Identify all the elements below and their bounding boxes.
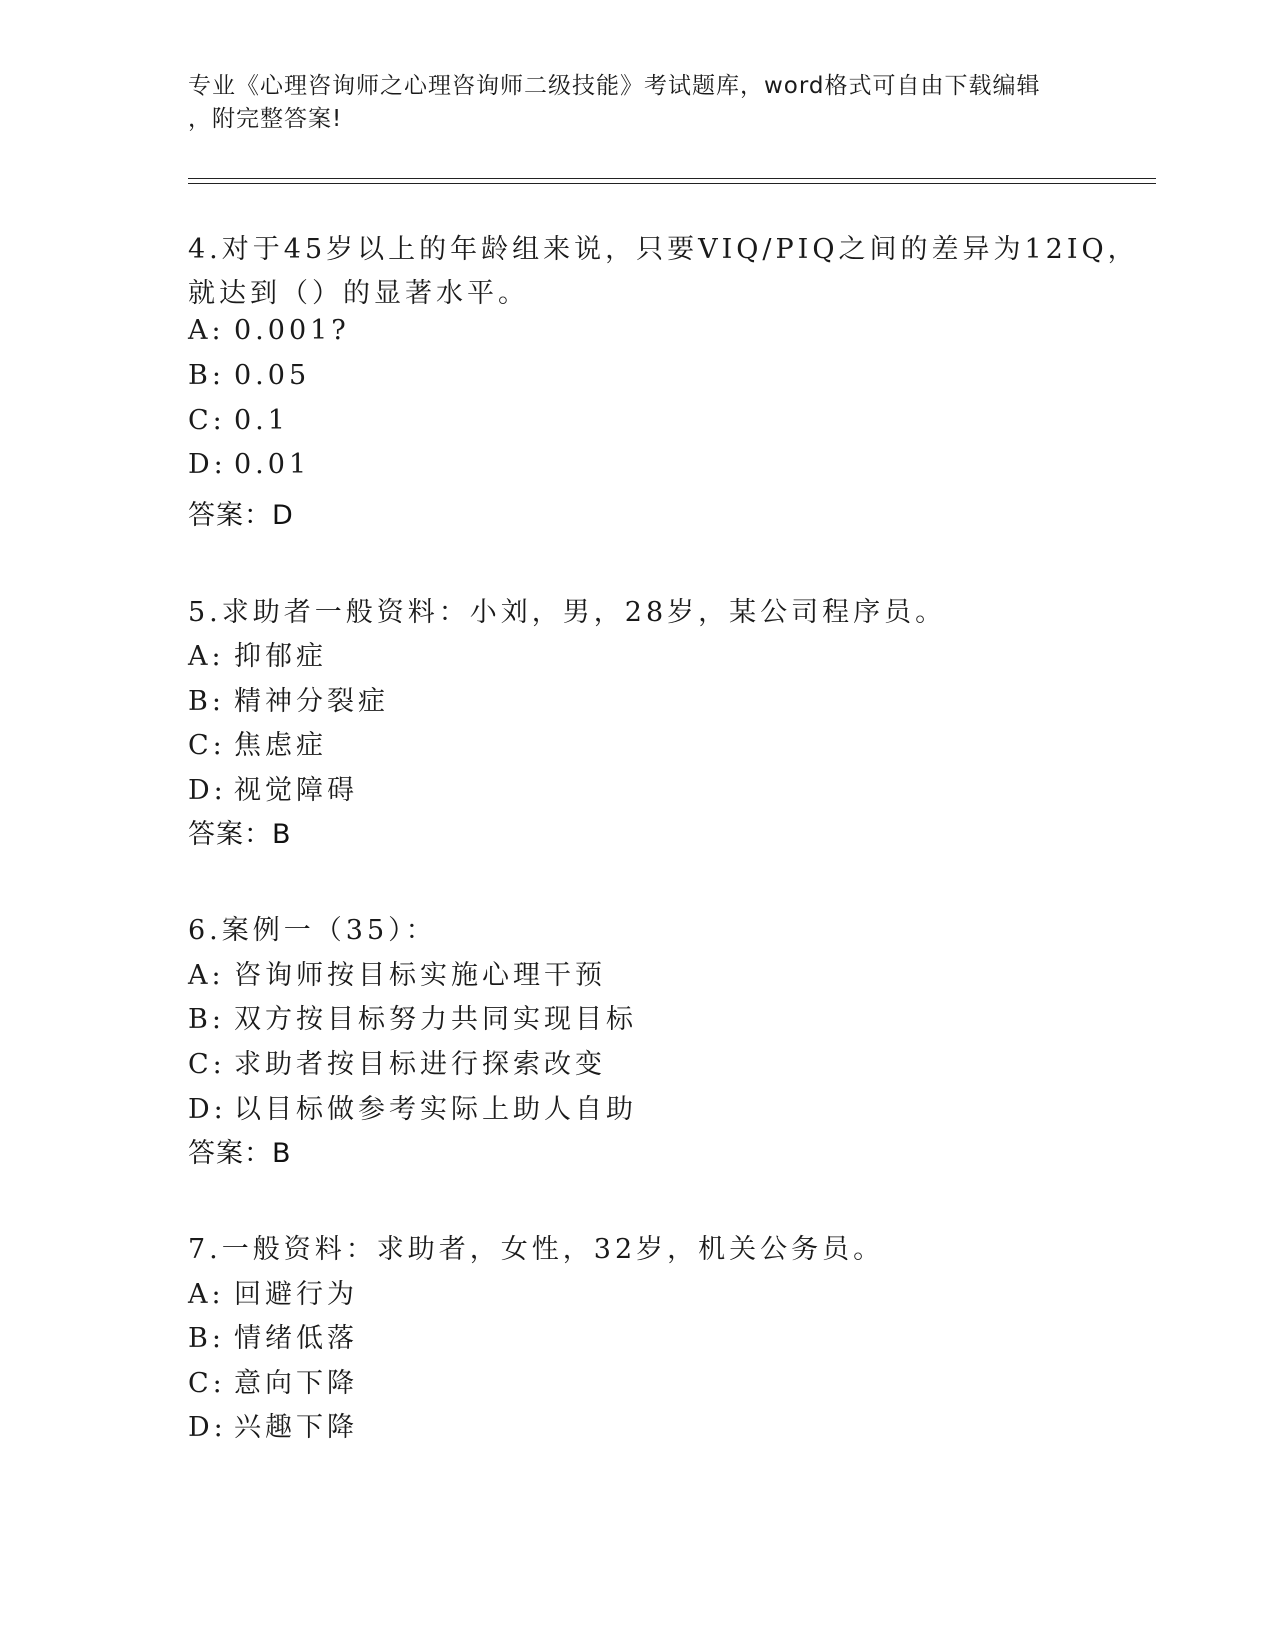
option-d [188, 1405, 358, 1444]
option-c [188, 723, 327, 762]
option-label: D: [188, 775, 227, 806]
option-text: 焦虑症 [234, 730, 327, 761]
option-c [188, 405, 289, 436]
document-header [188, 70, 1088, 136]
option-text: 精神分裂症 [234, 686, 389, 717]
option-label: B: [188, 686, 225, 717]
option-text: 0.01 [234, 449, 311, 480]
option-d [188, 1087, 637, 1126]
option-b [188, 679, 389, 718]
option-text: 求助者按目标进行探索改变 [234, 1049, 606, 1080]
option-label: B: [188, 360, 225, 391]
option-label: A: [188, 960, 225, 991]
answer-line: 答案：B [188, 1138, 292, 1169]
option-b [188, 360, 310, 391]
option-text: 兴趣下降 [234, 1412, 358, 1443]
option-b [188, 1316, 358, 1355]
header-divider-bottom [188, 183, 1156, 184]
answer-line: 答案：D [188, 500, 294, 531]
option-a [188, 1272, 358, 1311]
answer-line: 答案：B [188, 819, 292, 850]
option-text: 回避行为 [234, 1279, 358, 1310]
option-label: C: [188, 730, 226, 761]
option-c [188, 1361, 358, 1400]
option-label: B: [188, 1004, 225, 1035]
header-divider-top [188, 178, 1156, 179]
header-line-1: 专业《心理咨询师之心理咨询师二级技能》考试题库，word格式可自由下载编辑 [188, 73, 1041, 99]
option-d [188, 768, 358, 807]
option-label: D: [188, 449, 227, 480]
option-text: 0.001? [234, 315, 350, 346]
option-text: 咨询师按目标实施心理干预 [234, 960, 606, 991]
option-text: 抑郁症 [234, 641, 327, 672]
question-stem-line: 5.求助者一般资料：小刘，男，28岁，某公司程序员。 [188, 597, 947, 628]
option-label: C: [188, 1049, 226, 1080]
option-text: 双方按目标努力共同实现目标 [234, 1004, 637, 1035]
question-stem-line: 6.案例一（35）： [188, 915, 437, 946]
question-stem-line: 就达到（）的显著水平。 [188, 278, 529, 309]
option-text: 0.05 [234, 360, 311, 391]
option-text: 视觉障碍 [234, 775, 358, 806]
option-label: A: [188, 315, 225, 346]
option-a [188, 634, 327, 673]
option-label: D: [188, 1094, 227, 1125]
option-label: C: [188, 405, 226, 436]
option-text: 意向下降 [234, 1368, 358, 1399]
option-label: A: [188, 641, 225, 672]
option-d [188, 449, 310, 480]
option-c [188, 1042, 606, 1081]
option-text: 以目标做参考实际上助人自助 [234, 1094, 637, 1125]
option-text: 0.1 [234, 405, 289, 436]
option-label: C: [188, 1368, 226, 1399]
question-stem-line: 7.一般资料：求助者，女性，32岁，机关公务员。 [188, 1234, 885, 1265]
option-b [188, 997, 637, 1036]
option-label: B: [188, 1323, 225, 1354]
option-a [188, 315, 350, 346]
question-stem-line: 4.对于45岁以上的年龄组来说，只要VIQ/PIQ之间的差异为12IQ， [188, 234, 1139, 265]
option-a [188, 953, 606, 992]
header-line-2: ，附完整答案! [188, 106, 343, 132]
option-text: 情绪低落 [234, 1323, 358, 1354]
option-label: A: [188, 1279, 225, 1310]
option-label: D: [188, 1412, 227, 1443]
